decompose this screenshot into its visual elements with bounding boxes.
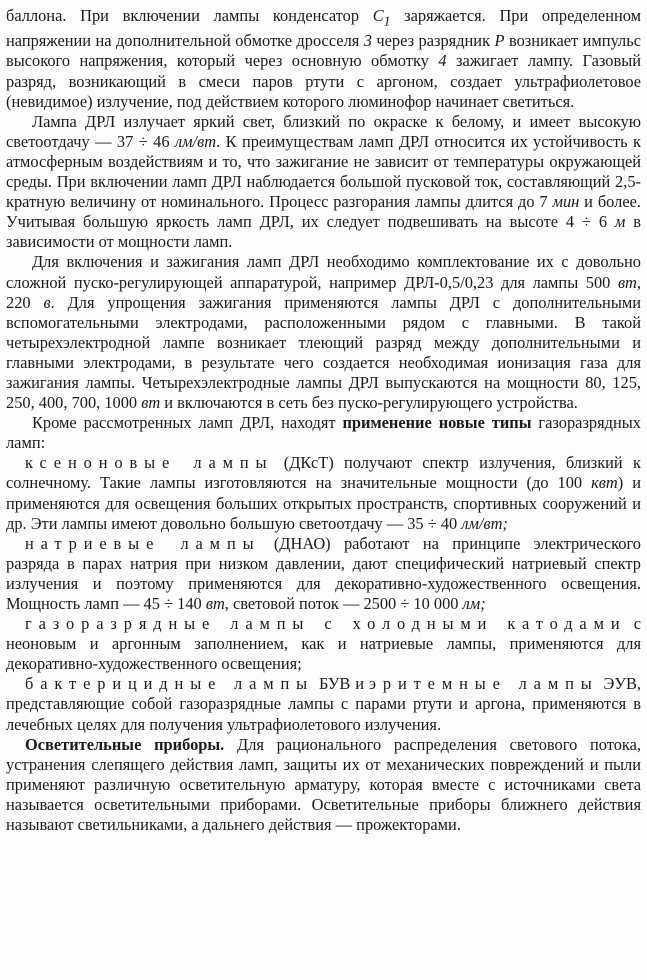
paragraph-drl-ignition: Для включения и зажигания ламп ДРЛ необходимо комплектование их с довольно сложной пуско-регулирующей аппаратурой, например ДРЛ-0,5/0,23 для лампы 500 вт, 220 в. Для упрощения зажигания применяются лампы ДРЛ с дополнительными вспомогательными электродами, расположенными рядом с главными. В такой четырехэлектродной лампе возникает тлеющий разряд между дополнительными и главными электродами, в результате чего создается необходимая ионизация газа для зажигания лампы. Четырехэлектродные лампы ДРЛ выпускаются на мощности 80, 125, 250, 400, 700, 1000 вт и включаются в сеть без пуско-регулирующего устройства.	[6, 252, 641, 413]
list-item-bactericidal-erythemal-lamps: бактерицидные лампы БУВ и эритемные лампы ЭУВ, представляющие собой газоразрядные лампы с парами ртути и аргона, применяются в лечебных целях для получения ультрафиолетового излучения.	[6, 674, 641, 734]
capacitor-symbol: $C_1$	[372, 6, 391, 29]
section-heading: Осветительные приборы.	[25, 734, 225, 754]
list-item-cold-cathode-lamps: газоразрядные лампы с холодными катодами с неоновым и аргонным заполнением, как и натриевые лампы, применяются для декоративно-художественного освещения;	[6, 614, 641, 674]
paragraph-lamp-ignition: баллона. При включении лампы конденсатор $C_1$ заряжается. При определенном напряжении на дополнительной обмотке дросселя 3 через разрядник Р возникает импульс высокого напряжения, который через основную обмотку 4 зажигает лампу. Газовый разряд, возникающий в смеси паров ртути с аргоном, создает ультрафиолетовое (невидимое) излучение, под действием которого люминофор начинает светиться.	[6, 6, 641, 111]
list-item-sodium-lamps: натриевые лампы (ДНАО) работают на принципе электрического разряда в парах натрия при низком давлении, дают специфический натриевый спектр излучения и поэтому применяются для декоративно-художественного освещения. Мощность ламп — 45 ÷ 140 вт, световой поток — 2500 ÷ 10 000 лм;	[6, 533, 641, 613]
paragraph-new-lamp-types: Кроме рассмотренных ламп ДРЛ, находят применение новые типы газоразрядных ламп:	[6, 413, 641, 453]
paragraph-drl-properties: Лампа ДРЛ излучает яркий свет, близкий по окраске к белому, и имеет высокую светоотдачу — 37 ÷ 46 лм/вт. К преимуществам ламп ДРЛ относится их устойчивость к атмосферным воздействиям и то, что зажигание не зависит от температуры окружающей среды. При включении ламп ДРЛ наблюдается большой пусковой ток, составляющий 2,5-кратную величину от номинального. Процесс разгорания лампы длится до 7 мин и более. Учитывая большую яркость ламп ДРЛ, их следует подвешивать на высоте 4 ÷ 6 м в зависимости от мощности ламп.	[6, 111, 641, 252]
paragraph-lighting-fixtures: Осветительные приборы. Для рационального распределения светового потока, устранения слепящего действия ламп, защиты их от механических повреждений и пыли применяют различную осветительную арматуру, которая вместе с источниками света называется осветительными приборами. Осветительные приборы ближнего действия называют светильниками, а дальнего действия — прожекторами.	[6, 734, 641, 835]
list-item-xenon-lamps: ксеноновые лампы (ДКсТ) получают спектр излучения, близкий к солнечному. Такие лампы изготовляются на значительные мощности (до 100 квт) и применяются для освещения больших открытых пространств, спортивных сооружений и др. Эти лампы имеют довольно большую светоотдачу — 35 ÷ 40 лм/вт;	[6, 453, 642, 533]
